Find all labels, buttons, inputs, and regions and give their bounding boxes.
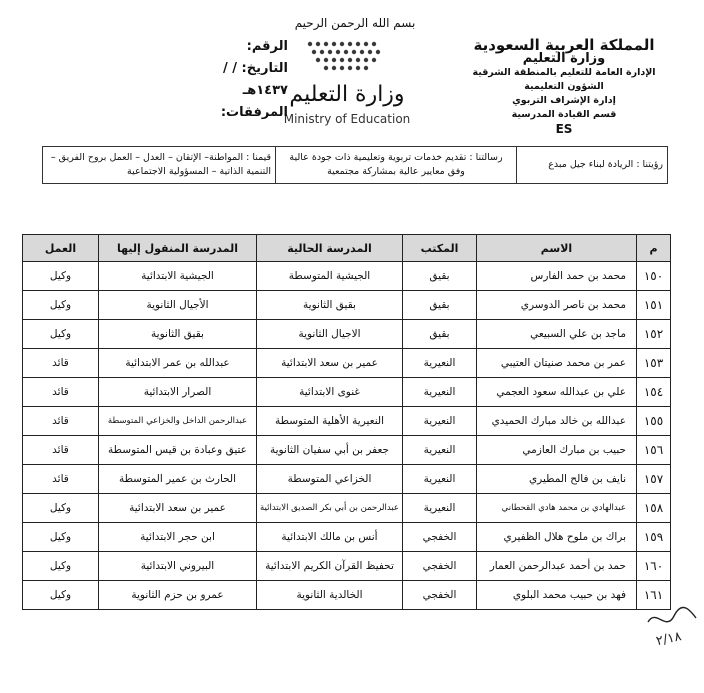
logo-arabic-text: وزارة التعليم: [289, 82, 405, 107]
row-office: بقيق: [403, 262, 477, 291]
country-name: المملكة العربية السعودية: [473, 36, 655, 54]
row-job: قائد: [23, 407, 99, 436]
row-current-school: جعفر بن أبي سفيان الثانوية: [257, 436, 403, 465]
row-office: الخفجي: [403, 581, 477, 610]
reference-fields: [178, 36, 288, 124]
row-target-school: ابن حجر الابتدائية: [99, 523, 257, 552]
supervision-name: إدارة الإشراف التربوي: [512, 95, 616, 106]
department-name: قسم القيادة المدرسية: [511, 109, 617, 120]
col-header-office: المكتب: [403, 235, 477, 262]
logo-dots-icon: [304, 40, 384, 76]
row-number: ١٥٧: [637, 465, 671, 494]
row-number: ١٥٤: [637, 378, 671, 407]
org-header: [454, 38, 674, 136]
table-row: [23, 407, 671, 436]
table-row: [23, 465, 671, 494]
row-number: ١٥٥: [637, 407, 671, 436]
row-job: قائد: [23, 436, 99, 465]
handwritten-signature-icon: [642, 602, 702, 650]
table-row: [23, 291, 671, 320]
col-header-name: الاسم: [477, 235, 637, 262]
row-target-school: الحارث بن عمير المتوسطة: [99, 465, 257, 494]
basmala: بسم الله الرحمن الرحيم: [294, 16, 416, 30]
row-job: قائد: [23, 465, 99, 494]
col-header-job: العمل: [23, 235, 99, 262]
row-job: وكيل: [23, 494, 99, 523]
row-job: وكيل: [23, 581, 99, 610]
row-name: ماجد بن علي السبيعي: [477, 320, 637, 349]
row-number: ١٥٠: [637, 262, 671, 291]
col-header-target-school: المدرسة المنقول إليها: [99, 235, 257, 262]
row-name: حمد بن أحمد عبدالرحمن العمار: [477, 552, 637, 581]
reference-number: الرقم:: [246, 39, 288, 54]
row-number: ١٥٦: [637, 436, 671, 465]
table-row: [23, 581, 671, 610]
row-office: النعيرية: [403, 407, 477, 436]
table-row: [23, 494, 671, 523]
row-number: ١٦٠: [637, 552, 671, 581]
department-code: ES: [555, 122, 573, 136]
row-target-school: عبدالله بن عمر الابتدائية: [99, 349, 257, 378]
row-target-school: بقيق الثانوية: [99, 320, 257, 349]
row-number: ١٦١: [637, 581, 671, 610]
row-number: ١٥٢: [637, 320, 671, 349]
table-row: [23, 262, 671, 291]
row-name: براك بن ملوح هلال الظفيري: [477, 523, 637, 552]
row-name: حبيب بن مبارك العازمي: [477, 436, 637, 465]
row-name: عبدالله بن خالد مبارك الحميدي: [477, 407, 637, 436]
table-row: [23, 523, 671, 552]
row-job: وكيل: [23, 552, 99, 581]
row-office: النعيرية: [403, 465, 477, 494]
row-office: النعيرية: [403, 378, 477, 407]
row-current-school: عمير بن سعد الابتدائية: [257, 349, 403, 378]
reference-date: التاريخ: / / ١٤٣٧هـ: [222, 61, 288, 98]
vision-mission-bar: [42, 146, 668, 184]
row-current-school: عبدالرحمن بن أبي بكر الصديق الابتدائية: [257, 494, 403, 523]
row-name: محمد بن ناصر الدوسري: [477, 291, 637, 320]
row-job: وكيل: [23, 523, 99, 552]
row-target-school: الأجيال الثانوية: [99, 291, 257, 320]
row-office: الخفجي: [403, 523, 477, 552]
row-target-school: عمرو بن حزم الثانوية: [99, 581, 257, 610]
col-header-current-school: المدرسة الحالية: [257, 235, 403, 262]
mission-text: رسالتنا : تقديم خدمات تربوية وتعليمية ذات جودة عالية وفق معايير عالية بمشاركة مجتمعية: [275, 147, 516, 183]
row-job: وكيل: [23, 320, 99, 349]
row-current-school: الخالدية الثانوية: [257, 581, 403, 610]
row-number: ١٥٨: [637, 494, 671, 523]
row-office: بقيق: [403, 291, 477, 320]
table-row: [23, 552, 671, 581]
table-row: [23, 349, 671, 378]
row-current-school: غنوى الابتدائية: [257, 378, 403, 407]
table-header-row: [23, 235, 671, 262]
row-number: ١٥٣: [637, 349, 671, 378]
row-office: بقيق: [403, 320, 477, 349]
vision-text: رؤيتنا : الريادة لبناء جيل مبدع: [516, 147, 667, 183]
row-job: وكيل: [23, 262, 99, 291]
directorate-name: الإدارة العامة للتعليم بالمنطقة الشرقية: [472, 67, 656, 78]
row-name: عبدالهادي بن محمد هادي القحطاني: [477, 494, 637, 523]
ministry-name: وزارة التعليم: [522, 51, 606, 66]
row-current-school: تحفيظ القرآن الكريم الابتدائية: [257, 552, 403, 581]
row-target-school: عتيق وعبادة بن قيس المتوسطة: [99, 436, 257, 465]
row-target-school: الجيشية الابتدائية: [99, 262, 257, 291]
row-name: فهد بن حبيب محمد البلوي: [477, 581, 637, 610]
table-row: [23, 320, 671, 349]
logo-english-text: Ministry of Education: [283, 112, 411, 126]
row-name: محمد بن حمد الفارس: [477, 262, 637, 291]
row-current-school: بقيق الثانوية: [257, 291, 403, 320]
row-current-school: الاجيال الثانوية: [257, 320, 403, 349]
row-office: النعيرية: [403, 494, 477, 523]
transfer-table: [22, 234, 671, 610]
row-office: النعيرية: [403, 436, 477, 465]
row-current-school: أنس بن مالك الابتدائية: [257, 523, 403, 552]
row-target-school: عمير بن سعد الابتدائية: [99, 494, 257, 523]
row-target-school: عبدالرحمن الداخل والخزاعي المتوسطة: [99, 407, 257, 436]
row-target-school: البيروني الابتدائية: [99, 552, 257, 581]
values-text: قيمنا : المواطنة– الإتقان – العدل – العمل بروح الفريق – التنمية الذاتية – المسؤولية الاجتماعية: [50, 152, 271, 177]
row-current-school: الجيشية المتوسطة: [257, 262, 403, 291]
table-row: [23, 378, 671, 407]
row-job: قائد: [23, 378, 99, 407]
row-current-school: النعيرية الأهلية المتوسطة: [257, 407, 403, 436]
reference-attachments: المرفقات:: [220, 105, 288, 120]
col-header-num: م: [637, 235, 671, 262]
signature-date: ٢/١٨: [654, 629, 683, 650]
row-current-school: الخزاعي المتوسطة: [257, 465, 403, 494]
row-number: ١٥٩: [637, 523, 671, 552]
row-job: وكيل: [23, 291, 99, 320]
row-name: نايف بن فالح المطيري: [477, 465, 637, 494]
row-number: ١٥١: [637, 291, 671, 320]
affairs-name: الشؤون التعليمية: [524, 81, 604, 92]
row-job: قائد: [23, 349, 99, 378]
row-office: الخفجي: [403, 552, 477, 581]
row-name: علي بن عبدالله سعود العجمي: [477, 378, 637, 407]
row-office: النعيرية: [403, 349, 477, 378]
row-name: عمر بن محمد صنيتان العتيبي: [477, 349, 637, 378]
table-row: [23, 436, 671, 465]
row-target-school: الصرار الابتدائية: [99, 378, 257, 407]
